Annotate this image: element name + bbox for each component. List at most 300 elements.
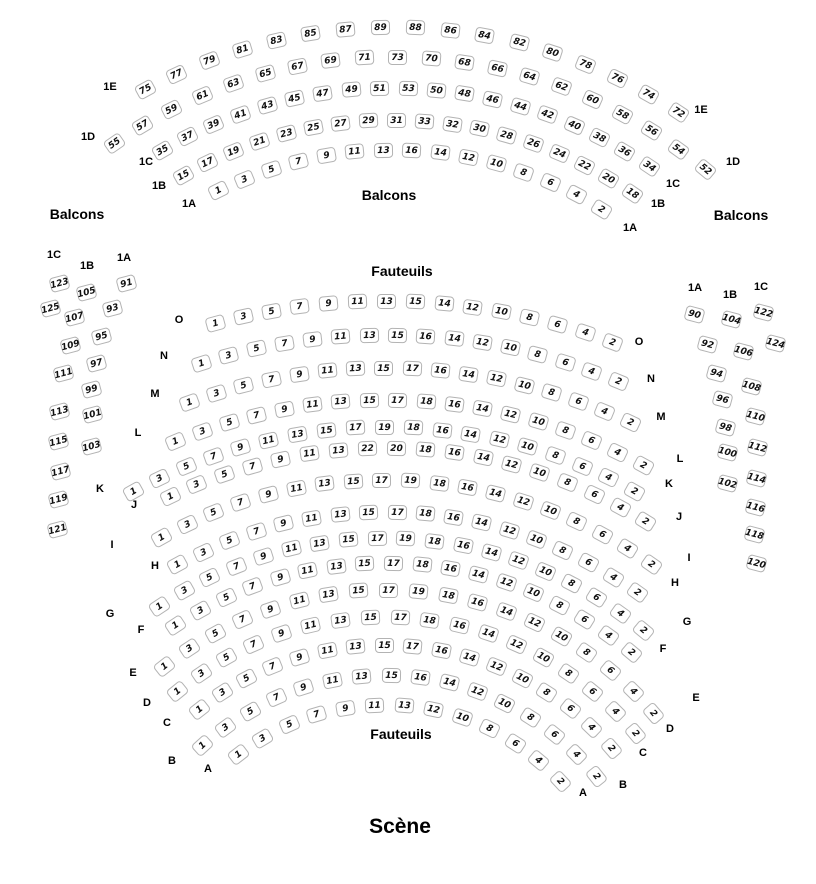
seat[interactable]: 8 bbox=[565, 511, 588, 533]
seat[interactable]: 8 bbox=[535, 681, 559, 704]
seat[interactable]: 5 bbox=[214, 587, 238, 609]
seat[interactable]: 10 bbox=[499, 339, 521, 358]
seat[interactable]: 8 bbox=[519, 706, 543, 729]
seat[interactable]: 19 bbox=[401, 473, 421, 489]
seat[interactable]: 2 bbox=[601, 332, 624, 353]
seat[interactable]: 7 bbox=[246, 406, 268, 425]
seat[interactable]: 3 bbox=[218, 346, 240, 365]
seat[interactable]: 11 bbox=[297, 562, 319, 581]
seat[interactable]: 20 bbox=[387, 440, 406, 455]
seat[interactable]: 125 bbox=[39, 298, 61, 317]
seat[interactable]: 1 bbox=[158, 486, 182, 508]
seat[interactable]: 114 bbox=[745, 468, 767, 487]
seat[interactable]: 12 bbox=[486, 370, 508, 388]
seat[interactable]: 16 bbox=[440, 560, 461, 578]
seat[interactable]: 13 bbox=[330, 611, 351, 628]
seat[interactable]: 5 bbox=[203, 622, 227, 644]
seat[interactable]: 118 bbox=[743, 524, 765, 543]
seat[interactable]: 14 bbox=[444, 330, 465, 347]
seat[interactable]: 8 bbox=[512, 162, 535, 182]
seat[interactable]: 11 bbox=[322, 671, 344, 689]
seat[interactable]: 11 bbox=[301, 509, 322, 527]
seat[interactable]: 32 bbox=[442, 115, 463, 132]
seat[interactable]: 7 bbox=[230, 609, 253, 630]
seat[interactable]: 15 bbox=[349, 583, 369, 599]
seat[interactable]: 88 bbox=[405, 20, 425, 36]
seat[interactable]: 3 bbox=[213, 716, 237, 739]
seat[interactable]: 12 bbox=[458, 148, 480, 166]
seat[interactable]: 18 bbox=[412, 556, 432, 573]
seat[interactable]: 13 bbox=[352, 668, 372, 685]
seat[interactable]: 29 bbox=[359, 113, 379, 129]
seat[interactable]: 12 bbox=[488, 430, 510, 449]
seat[interactable]: 11 bbox=[345, 143, 365, 160]
seat[interactable]: 13 bbox=[330, 506, 350, 523]
seat[interactable]: 12 bbox=[512, 491, 535, 511]
seat[interactable]: 12 bbox=[501, 455, 523, 474]
seat[interactable]: 7 bbox=[241, 456, 263, 476]
seat[interactable]: 6 bbox=[580, 430, 603, 451]
seat[interactable]: 69 bbox=[321, 52, 342, 69]
seat[interactable]: 6 bbox=[582, 483, 606, 505]
seat[interactable]: 31 bbox=[387, 112, 406, 127]
seat[interactable]: 16 bbox=[416, 328, 436, 344]
seat[interactable]: 6 bbox=[591, 523, 615, 545]
seat[interactable]: 7 bbox=[288, 152, 310, 171]
seat[interactable]: 62 bbox=[550, 77, 573, 98]
seat[interactable]: 81 bbox=[231, 39, 254, 59]
seat[interactable]: 6 bbox=[503, 732, 527, 755]
seat[interactable]: 13 bbox=[318, 586, 339, 604]
seat[interactable]: 10 bbox=[510, 667, 534, 689]
seat[interactable]: 14 bbox=[430, 144, 451, 161]
seat[interactable]: 7 bbox=[265, 687, 288, 708]
seat[interactable]: 121 bbox=[46, 519, 68, 538]
seat[interactable]: 4 bbox=[527, 749, 551, 773]
seat[interactable]: 14 bbox=[460, 425, 481, 443]
seat[interactable]: 45 bbox=[284, 89, 306, 108]
seat[interactable]: 4 bbox=[580, 361, 603, 382]
seat[interactable]: 5 bbox=[261, 302, 282, 320]
seat[interactable]: 20 bbox=[597, 167, 621, 190]
seat[interactable]: 15 bbox=[316, 422, 337, 439]
seat[interactable]: 55 bbox=[103, 132, 127, 155]
seat[interactable]: 16 bbox=[448, 616, 470, 635]
seat[interactable]: 15 bbox=[359, 504, 379, 520]
seat[interactable]: 17 bbox=[387, 504, 406, 520]
seat[interactable]: 2 bbox=[548, 769, 572, 793]
seat[interactable]: 17 bbox=[403, 638, 423, 655]
seat[interactable]: 7 bbox=[261, 370, 283, 388]
seat[interactable]: 16 bbox=[410, 669, 431, 686]
seat[interactable]: 16 bbox=[467, 593, 489, 612]
seat[interactable]: 14 bbox=[458, 365, 479, 383]
seat[interactable]: 123 bbox=[48, 273, 70, 292]
seat[interactable]: 13 bbox=[394, 698, 414, 714]
seat[interactable]: 2 bbox=[619, 412, 643, 434]
seat[interactable]: 12 bbox=[472, 334, 493, 352]
seat[interactable]: 9 bbox=[319, 295, 339, 312]
seat[interactable]: 28 bbox=[495, 126, 517, 146]
seat[interactable]: 10 bbox=[539, 500, 562, 521]
seat[interactable]: 3 bbox=[176, 513, 200, 535]
seat[interactable]: 9 bbox=[274, 400, 295, 418]
seat[interactable]: 33 bbox=[414, 113, 434, 129]
seat[interactable]: 13 bbox=[359, 327, 378, 342]
seat[interactable]: 12 bbox=[507, 550, 530, 570]
seat[interactable]: 18 bbox=[429, 475, 450, 492]
seat[interactable]: 17 bbox=[388, 392, 407, 407]
seat[interactable]: 4 bbox=[601, 566, 625, 589]
seat[interactable]: 23 bbox=[275, 124, 297, 143]
seat[interactable]: 16 bbox=[432, 422, 453, 439]
seat[interactable]: 13 bbox=[328, 442, 348, 459]
seat[interactable]: 17 bbox=[345, 420, 365, 436]
seat[interactable]: 1 bbox=[187, 698, 211, 722]
seat[interactable]: 10 bbox=[513, 375, 535, 394]
seat[interactable]: 18 bbox=[620, 182, 644, 205]
seat[interactable]: 64 bbox=[518, 67, 540, 87]
seat[interactable]: 11 bbox=[302, 396, 323, 413]
seat[interactable]: 6 bbox=[539, 172, 562, 193]
seat[interactable]: 98 bbox=[714, 417, 736, 436]
seat[interactable]: 4 bbox=[574, 323, 597, 343]
seat[interactable]: 53 bbox=[398, 80, 417, 96]
seat[interactable]: 2 bbox=[624, 721, 648, 745]
seat[interactable]: 2 bbox=[589, 198, 613, 221]
seat[interactable]: 34 bbox=[637, 155, 661, 178]
seat[interactable]: 14 bbox=[485, 484, 507, 503]
seat[interactable]: 120 bbox=[745, 553, 767, 572]
seat[interactable]: 15 bbox=[388, 327, 407, 342]
seat[interactable]: 15 bbox=[375, 637, 394, 652]
seat[interactable]: 63 bbox=[222, 74, 245, 94]
seat[interactable]: 11 bbox=[365, 697, 385, 713]
seat[interactable]: 110 bbox=[744, 406, 766, 425]
seat[interactable]: 70 bbox=[421, 50, 441, 66]
seat[interactable]: 74 bbox=[637, 83, 661, 105]
seat[interactable]: 8 bbox=[548, 594, 572, 616]
seat[interactable]: 18 bbox=[415, 506, 435, 523]
seat[interactable]: 13 bbox=[331, 394, 351, 410]
seat[interactable]: 101 bbox=[81, 404, 103, 423]
seat[interactable]: 21 bbox=[248, 131, 271, 151]
seat[interactable]: 17 bbox=[384, 555, 403, 570]
seat[interactable]: 3 bbox=[232, 307, 254, 326]
seat[interactable]: 37 bbox=[176, 126, 200, 148]
seat[interactable]: 5 bbox=[238, 700, 262, 722]
seat[interactable]: 3 bbox=[191, 421, 214, 442]
seat[interactable]: 9 bbox=[257, 485, 279, 504]
seat[interactable]: 15 bbox=[405, 294, 425, 310]
seat[interactable]: 49 bbox=[341, 82, 361, 99]
seat[interactable]: 26 bbox=[522, 134, 545, 154]
seat[interactable]: 6 bbox=[577, 552, 601, 574]
seat[interactable]: 1 bbox=[206, 180, 230, 202]
seat[interactable]: 89 bbox=[370, 19, 389, 34]
seat[interactable]: 4 bbox=[609, 602, 633, 625]
seat[interactable]: 13 bbox=[287, 425, 308, 443]
seat[interactable]: 84 bbox=[474, 26, 495, 44]
seat[interactable]: 8 bbox=[556, 472, 579, 493]
seat[interactable]: 5 bbox=[202, 502, 225, 523]
seat[interactable]: 11 bbox=[285, 479, 307, 497]
seat[interactable]: 6 bbox=[547, 315, 569, 335]
seat[interactable]: 109 bbox=[59, 335, 81, 354]
seat[interactable]: 66 bbox=[486, 59, 508, 78]
seat[interactable]: 6 bbox=[558, 697, 582, 721]
seat[interactable]: 12 bbox=[523, 612, 547, 634]
seat[interactable]: 22 bbox=[573, 154, 597, 176]
seat[interactable]: 12 bbox=[500, 405, 522, 424]
seat[interactable]: 3 bbox=[177, 637, 201, 660]
seat[interactable]: 5 bbox=[235, 668, 259, 690]
seat[interactable]: 2 bbox=[631, 454, 655, 476]
seat[interactable]: 56 bbox=[639, 119, 663, 142]
seat[interactable]: 4 bbox=[597, 467, 621, 489]
seat[interactable]: 4 bbox=[580, 716, 604, 740]
seat[interactable]: 1 bbox=[178, 392, 201, 413]
seat[interactable]: 82 bbox=[508, 33, 530, 52]
seat[interactable]: 103 bbox=[80, 436, 102, 455]
seat[interactable]: 46 bbox=[482, 90, 504, 109]
seat[interactable]: 79 bbox=[197, 50, 220, 71]
seat[interactable]: 6 bbox=[554, 352, 577, 372]
seat[interactable]: 11 bbox=[299, 445, 320, 463]
seat[interactable]: 7 bbox=[245, 522, 268, 542]
seat[interactable]: 1 bbox=[164, 614, 188, 637]
seat[interactable]: 14 bbox=[472, 400, 493, 418]
seat[interactable]: 113 bbox=[48, 401, 70, 420]
seat[interactable]: 54 bbox=[667, 138, 691, 161]
seat[interactable]: 5 bbox=[218, 413, 240, 433]
seat[interactable]: 30 bbox=[469, 120, 491, 139]
seat[interactable]: 11 bbox=[288, 591, 310, 610]
seat[interactable]: 119 bbox=[47, 489, 69, 508]
seat[interactable]: 91 bbox=[115, 273, 137, 292]
seat[interactable]: 6 bbox=[542, 723, 566, 747]
seat[interactable]: 8 bbox=[575, 641, 599, 664]
seat[interactable]: 15 bbox=[360, 392, 379, 408]
seat[interactable]: 14 bbox=[477, 624, 500, 644]
seat[interactable]: 8 bbox=[557, 662, 581, 685]
seat[interactable]: 43 bbox=[256, 96, 278, 116]
seat[interactable]: 6 bbox=[581, 679, 605, 703]
seat[interactable]: 41 bbox=[229, 104, 252, 124]
seat[interactable]: 7 bbox=[306, 705, 328, 725]
seat[interactable]: 3 bbox=[185, 474, 208, 495]
seat[interactable]: 4 bbox=[564, 184, 588, 206]
seat[interactable]: 9 bbox=[289, 647, 311, 667]
seat[interactable]: 11 bbox=[258, 431, 280, 450]
seat[interactable]: 7 bbox=[225, 556, 248, 577]
seat[interactable]: 1 bbox=[226, 743, 250, 766]
seat[interactable]: 9 bbox=[273, 514, 295, 533]
seat[interactable]: 12 bbox=[484, 656, 507, 677]
seat[interactable]: 6 bbox=[585, 586, 609, 609]
seat[interactable]: 12 bbox=[466, 681, 489, 702]
seat[interactable]: 77 bbox=[165, 63, 189, 85]
seat[interactable]: 5 bbox=[278, 714, 301, 735]
seat[interactable]: 8 bbox=[478, 718, 502, 740]
seat[interactable]: 52 bbox=[693, 158, 717, 182]
seat[interactable]: 116 bbox=[744, 497, 766, 516]
seat[interactable]: 8 bbox=[527, 345, 549, 364]
seat[interactable]: 14 bbox=[471, 514, 493, 533]
seat[interactable]: 11 bbox=[280, 539, 302, 558]
seat[interactable]: 25 bbox=[303, 118, 324, 136]
seat[interactable]: 9 bbox=[269, 568, 291, 588]
seat[interactable]: 2 bbox=[600, 736, 624, 760]
seat[interactable]: 107 bbox=[63, 307, 85, 326]
seat[interactable]: 10 bbox=[534, 560, 557, 581]
seat[interactable]: 4 bbox=[603, 699, 627, 723]
seat[interactable]: 17 bbox=[402, 361, 422, 377]
seat[interactable]: 12 bbox=[495, 573, 518, 593]
seat[interactable]: 6 bbox=[567, 391, 590, 411]
seat[interactable]: 44 bbox=[509, 96, 531, 116]
seat[interactable]: 4 bbox=[564, 743, 588, 767]
seat[interactable]: 35 bbox=[151, 139, 175, 162]
seat[interactable]: 5 bbox=[218, 530, 241, 551]
seat[interactable]: 2 bbox=[640, 553, 664, 576]
seat[interactable]: 27 bbox=[331, 115, 352, 132]
seat[interactable]: 8 bbox=[551, 540, 574, 561]
seat[interactable]: 10 bbox=[525, 529, 548, 550]
seat[interactable]: 12 bbox=[505, 634, 528, 655]
seat[interactable]: 65 bbox=[254, 64, 276, 83]
seat[interactable]: 12 bbox=[498, 520, 521, 540]
seat[interactable]: 9 bbox=[270, 624, 293, 644]
seat[interactable]: 10 bbox=[493, 692, 517, 714]
seat[interactable]: 1 bbox=[191, 734, 215, 758]
seat[interactable]: 9 bbox=[335, 699, 356, 717]
seat[interactable]: 6 bbox=[572, 608, 596, 631]
seat[interactable]: 57 bbox=[131, 115, 155, 138]
seat[interactable]: 11 bbox=[348, 294, 368, 310]
seat[interactable]: 3 bbox=[172, 580, 196, 602]
seat[interactable]: 8 bbox=[560, 572, 584, 594]
seat[interactable]: 112 bbox=[746, 437, 768, 456]
seat[interactable]: 97 bbox=[85, 353, 107, 372]
seat[interactable]: 10 bbox=[549, 626, 573, 648]
seat[interactable]: 19 bbox=[409, 583, 429, 600]
seat[interactable]: 17 bbox=[372, 472, 391, 487]
seat[interactable]: 10 bbox=[528, 463, 551, 483]
seat[interactable]: 16 bbox=[444, 444, 465, 462]
seat[interactable]: 111 bbox=[52, 363, 74, 382]
seat[interactable]: 4 bbox=[608, 496, 632, 518]
seat[interactable]: 2 bbox=[632, 619, 656, 643]
seat[interactable]: 9 bbox=[270, 450, 292, 469]
seat[interactable]: 4 bbox=[606, 441, 630, 463]
seat[interactable]: 58 bbox=[610, 103, 634, 125]
seat[interactable]: 8 bbox=[519, 308, 541, 327]
seat[interactable]: 15 bbox=[338, 531, 358, 548]
seat[interactable]: 124 bbox=[764, 333, 786, 352]
seat[interactable]: 117 bbox=[49, 461, 71, 480]
seat[interactable]: 18 bbox=[416, 393, 436, 409]
seat[interactable]: 9 bbox=[252, 547, 275, 567]
seat[interactable]: 2 bbox=[607, 371, 630, 392]
seat[interactable]: 7 bbox=[241, 576, 264, 597]
seat[interactable]: 5 bbox=[260, 159, 283, 179]
seat[interactable]: 108 bbox=[740, 376, 762, 395]
seat[interactable]: 4 bbox=[621, 679, 645, 703]
seat[interactable]: 18 bbox=[424, 532, 445, 549]
seat[interactable]: 71 bbox=[354, 50, 374, 66]
seat[interactable]: 8 bbox=[554, 420, 577, 440]
seat[interactable]: 3 bbox=[251, 727, 275, 750]
seat[interactable]: 50 bbox=[426, 82, 446, 99]
seat[interactable]: 3 bbox=[205, 383, 228, 403]
seat[interactable]: 8 bbox=[540, 383, 563, 403]
seat[interactable]: 19 bbox=[375, 419, 394, 434]
seat[interactable]: 14 bbox=[468, 565, 490, 584]
seat[interactable]: 5 bbox=[233, 376, 255, 395]
seat[interactable]: 36 bbox=[613, 140, 637, 163]
seat[interactable]: 9 bbox=[293, 677, 316, 697]
seat[interactable]: 2 bbox=[619, 641, 643, 665]
seat[interactable]: 61 bbox=[191, 85, 214, 106]
seat[interactable]: 48 bbox=[454, 85, 475, 103]
seat[interactable]: 1 bbox=[204, 314, 226, 333]
seat[interactable]: 5 bbox=[198, 567, 222, 589]
seat[interactable]: 15 bbox=[171, 164, 195, 186]
seat[interactable]: 14 bbox=[480, 542, 502, 561]
seat[interactable]: 14 bbox=[439, 673, 461, 692]
seat[interactable]: 1 bbox=[148, 594, 172, 617]
seat[interactable]: 3 bbox=[148, 468, 172, 490]
seat[interactable]: 2 bbox=[584, 764, 608, 788]
seat[interactable]: 106 bbox=[732, 341, 754, 360]
seat[interactable]: 13 bbox=[326, 557, 347, 574]
seat[interactable]: 80 bbox=[541, 42, 564, 62]
seat[interactable]: 9 bbox=[316, 147, 337, 165]
seat[interactable]: 1 bbox=[150, 526, 174, 548]
seat[interactable]: 76 bbox=[606, 67, 630, 89]
seat[interactable]: 6 bbox=[599, 659, 623, 683]
seat[interactable]: 10 bbox=[451, 708, 474, 728]
seat[interactable]: 15 bbox=[343, 473, 363, 489]
seat[interactable]: 9 bbox=[302, 331, 323, 348]
seat[interactable]: 16 bbox=[457, 478, 478, 496]
seat[interactable]: 1 bbox=[190, 353, 213, 373]
seat[interactable]: 5 bbox=[213, 465, 236, 485]
seat[interactable]: 51 bbox=[370, 80, 389, 96]
seat[interactable]: 17 bbox=[196, 151, 220, 173]
seat[interactable]: 10 bbox=[522, 582, 545, 603]
seat[interactable]: 7 bbox=[261, 656, 284, 677]
seat[interactable]: 4 bbox=[596, 623, 620, 646]
seat[interactable]: 2 bbox=[633, 510, 657, 533]
seat[interactable]: 1 bbox=[122, 481, 146, 503]
seat[interactable]: 102 bbox=[716, 473, 738, 492]
seat[interactable]: 11 bbox=[331, 328, 351, 344]
seat[interactable]: 4 bbox=[616, 537, 640, 560]
seat[interactable]: 100 bbox=[716, 442, 738, 461]
seat[interactable]: 11 bbox=[317, 641, 339, 659]
seat[interactable]: 13 bbox=[309, 534, 330, 552]
seat[interactable]: 67 bbox=[287, 57, 309, 75]
seat[interactable]: 12 bbox=[423, 701, 445, 720]
seat[interactable]: 5 bbox=[215, 646, 239, 668]
seat[interactable]: 10 bbox=[491, 303, 512, 321]
seat[interactable]: 13 bbox=[314, 475, 335, 492]
seat[interactable]: 3 bbox=[233, 168, 256, 189]
seat[interactable]: 5 bbox=[174, 456, 197, 477]
seat[interactable]: 4 bbox=[593, 401, 616, 422]
